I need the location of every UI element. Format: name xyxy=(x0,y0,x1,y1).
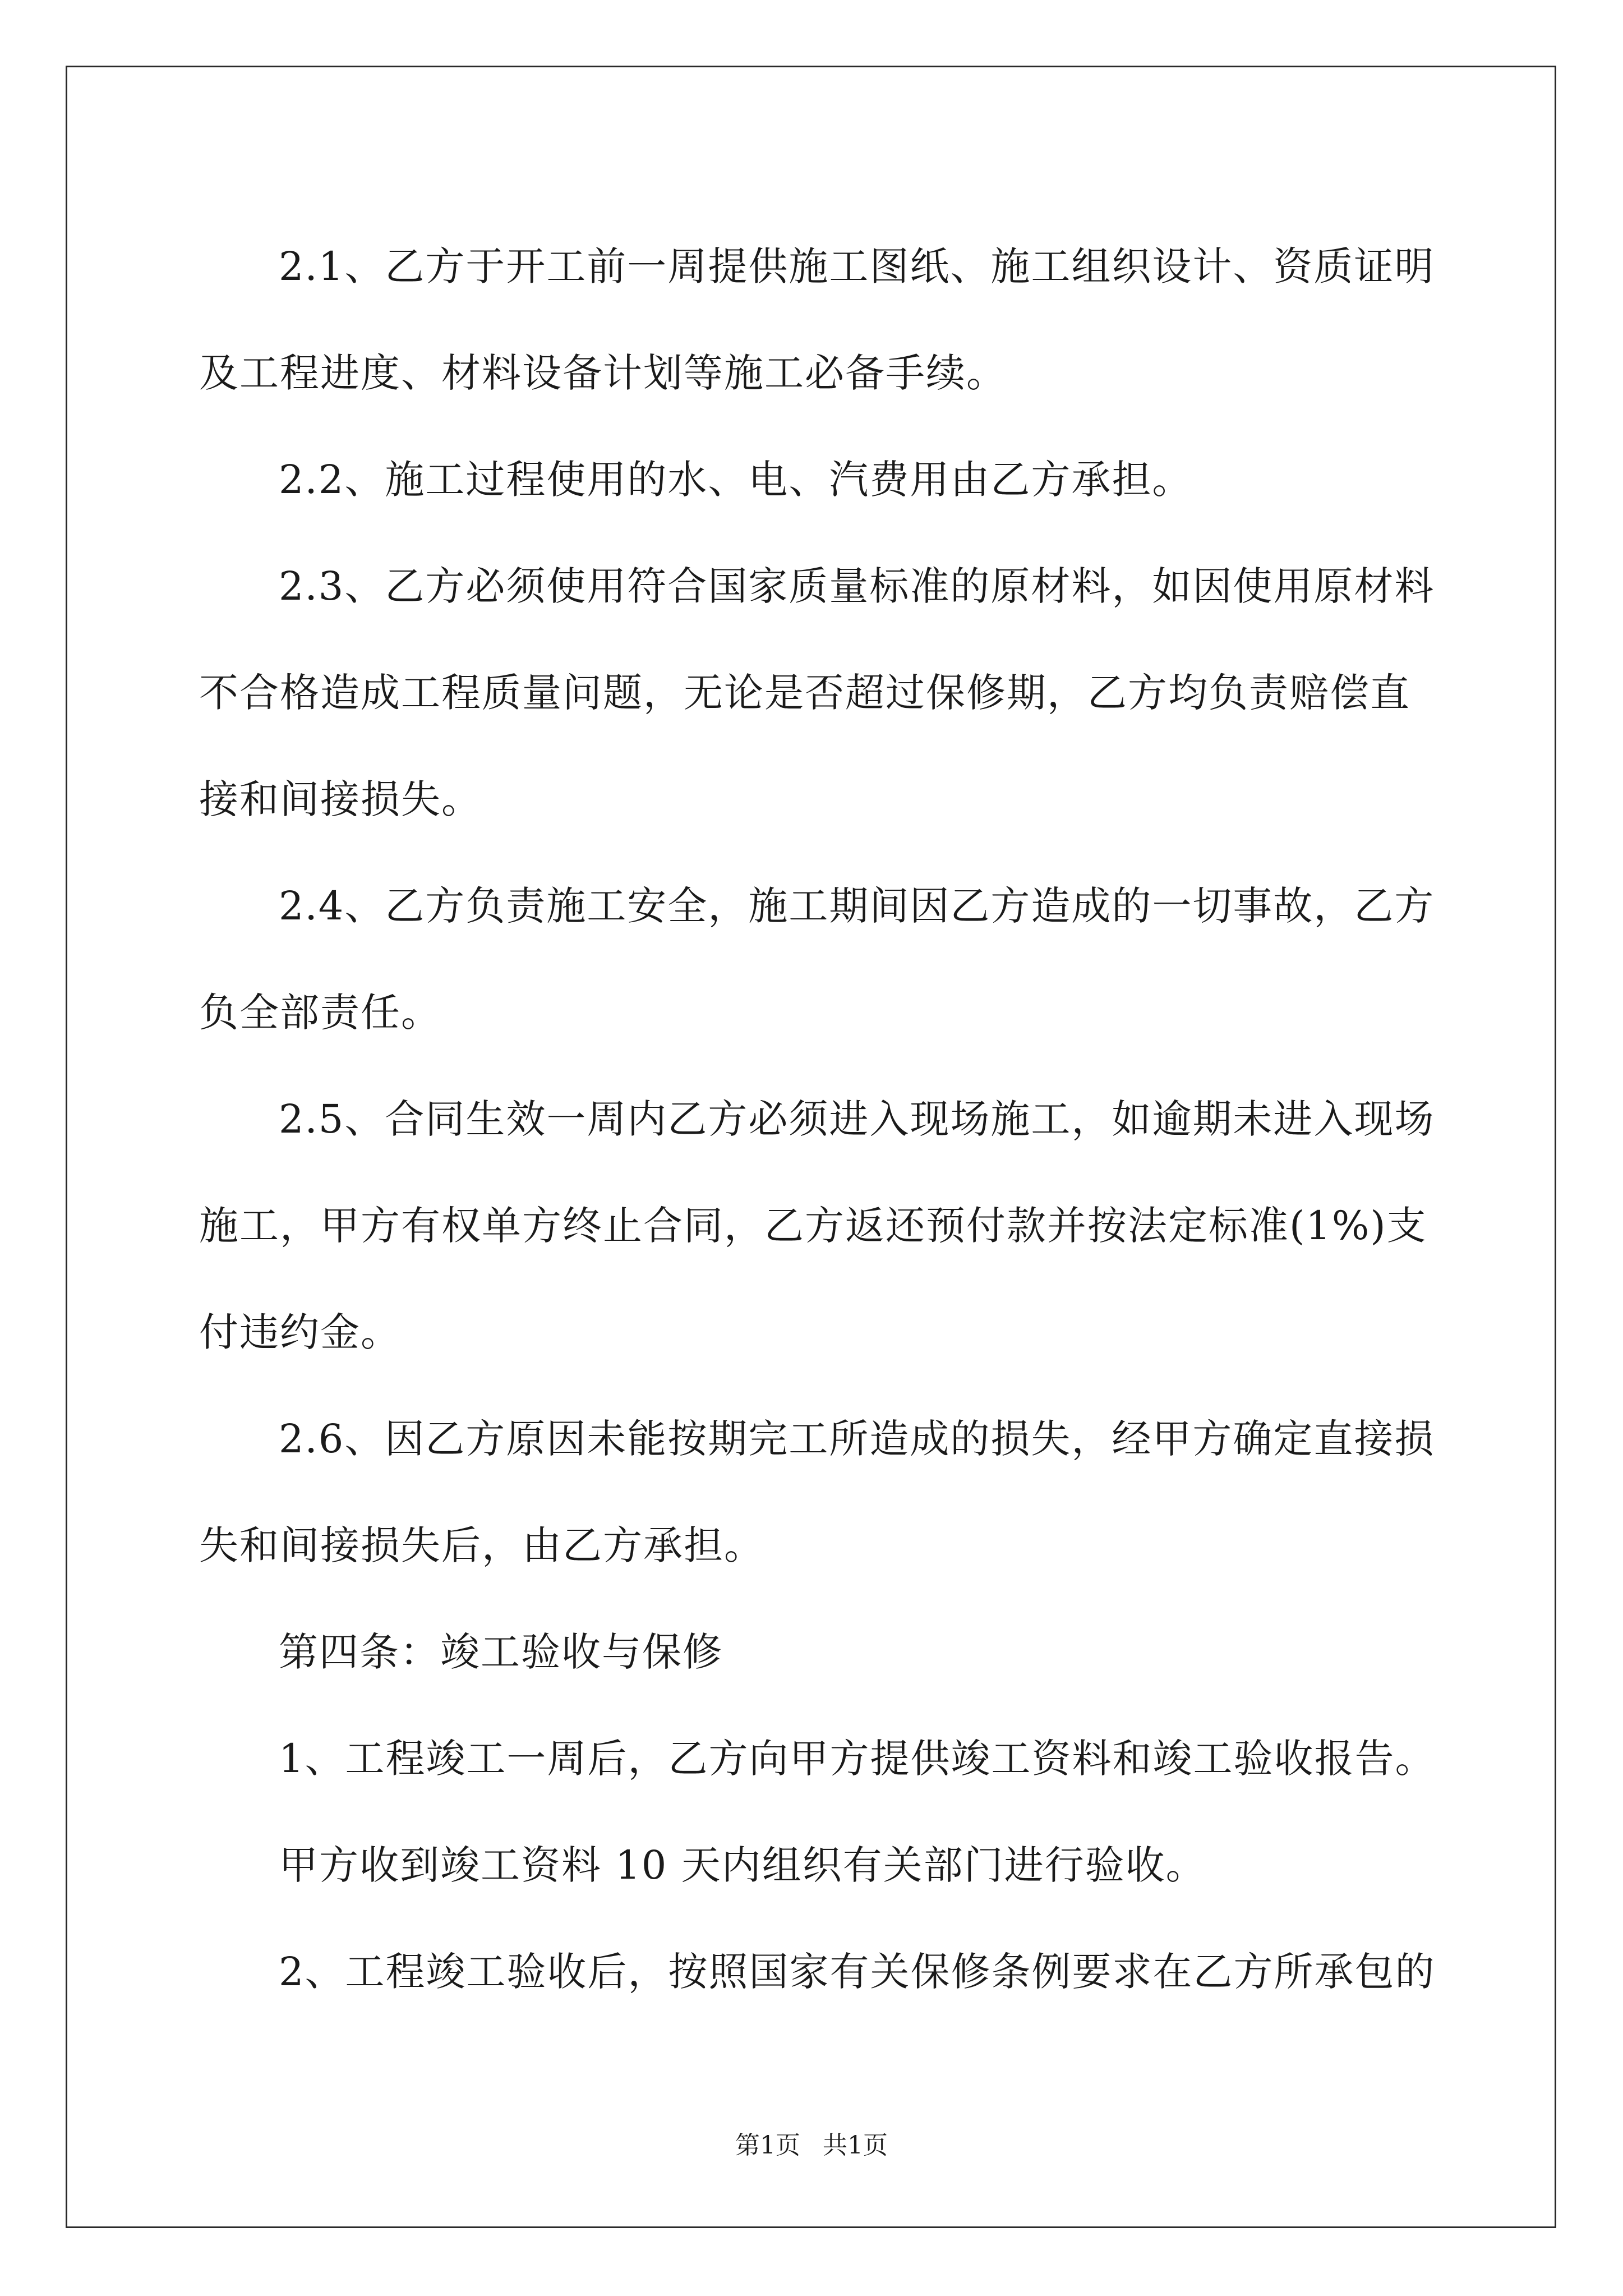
paragraph-line: 2.6、因乙方原因未能按期完工所造成的损失，经甲方确定直接损 xyxy=(279,1416,1435,1462)
paragraph-line: 2.3、乙方必须使用符合国家质量标准的原材料，如因使用原材料 xyxy=(279,563,1435,609)
paragraph-line: 及工程进度、材料设备计划等施工必备手续。 xyxy=(199,350,1007,396)
paragraph-line: 2、工程竣工验收后，按照国家有关保修条例要求在乙方所承包的 xyxy=(279,1949,1436,1995)
paragraph-line: 施工，甲方有权单方终止合同，乙方返还预付款并按法定标准(1%)支 xyxy=(199,1203,1427,1249)
paragraph-line: 失和间接损失后，由乙方承担。 xyxy=(199,1522,764,1568)
paragraph-line: 负全部责任。 xyxy=(199,990,441,1036)
page-number-total: 共1页 xyxy=(823,2131,888,2160)
paragraph-line: 1、工程竣工一周后，乙方向甲方提供竣工资料和竣工验收报告。 xyxy=(279,1736,1436,1782)
paragraph-line: 2.5、合同生效一周内乙方必须进入现场施工，如逾期未进入现场 xyxy=(279,1096,1435,1142)
document-body xyxy=(199,213,1436,2025)
page-footer xyxy=(0,2125,1623,2161)
paragraph-line: 2.2、施工过程使用的水、电、汽费用由乙方承担。 xyxy=(279,457,1193,503)
paragraph-line: 2.1、乙方于开工前一周提供施工图纸、施工组织设计、资质证明 xyxy=(279,243,1435,289)
paragraph-line: 不合格造成工程质量问题，无论是否超过保修期，乙方均负责赔偿直 xyxy=(199,670,1410,716)
page-number-current: 第1页 xyxy=(735,2131,800,2160)
paragraph-line: 接和间接损失。 xyxy=(199,776,482,822)
paragraph-line: 甲方收到竣工资料 10 天内组织有关部门进行验收。 xyxy=(279,1842,1206,1888)
paragraph-line: 2.4、乙方负责施工安全，施工期间因乙方造成的一切事故，乙方 xyxy=(279,883,1435,929)
section-heading: 第四条：竣工验收与保修 xyxy=(279,1629,723,1675)
paragraph-line: 付违约金。 xyxy=(199,1309,401,1355)
